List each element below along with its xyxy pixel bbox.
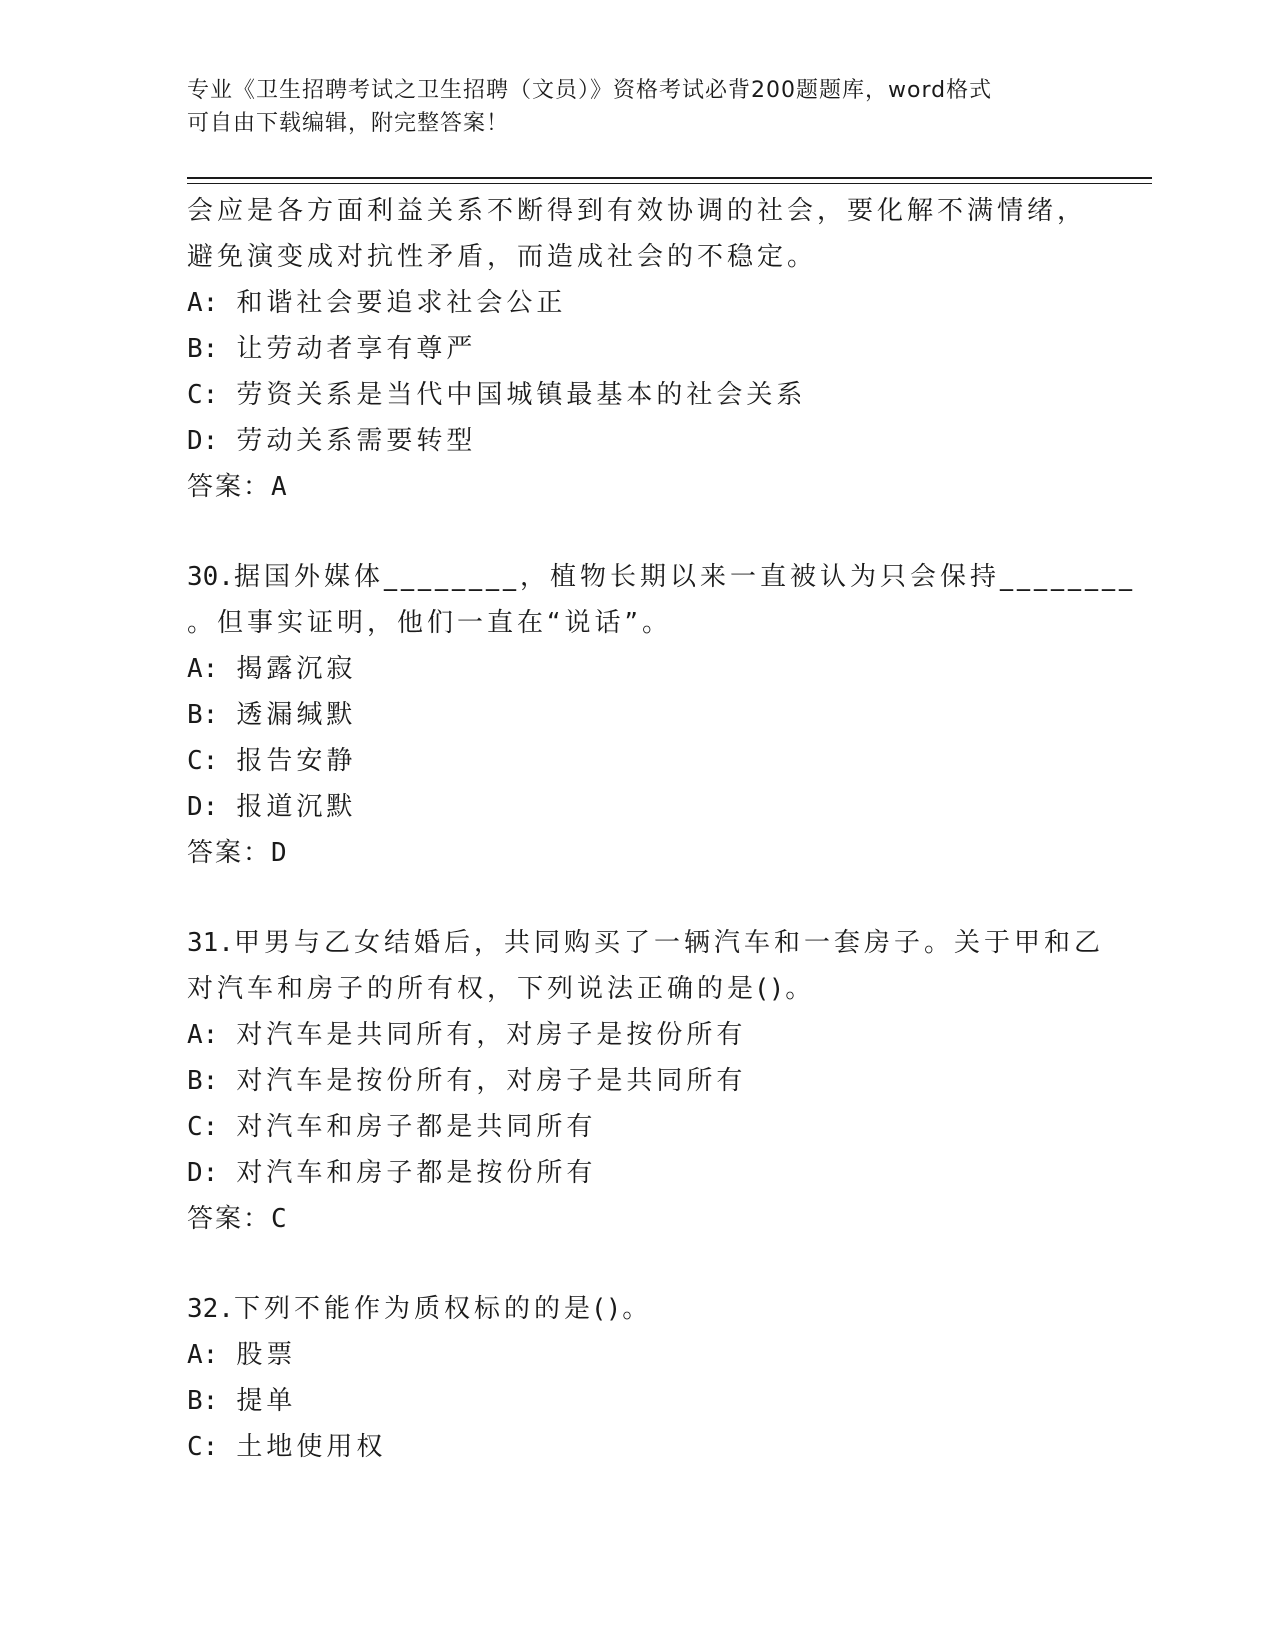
question-stem-text: 下列不能作为质权标的的是()。: [233, 1294, 653, 1324]
spacer: [187, 876, 1087, 920]
option-text: 报道沉默: [236, 792, 357, 822]
option-d: [187, 1150, 1087, 1196]
header-line-2: 可自由下载编辑，附完整答案！: [187, 111, 510, 136]
option-text: 对汽车是共同所有，对房子是按份所有: [236, 1020, 747, 1050]
document-header: [187, 74, 1087, 140]
question-number: 30.: [187, 562, 234, 592]
option-c: [187, 372, 1087, 418]
option-c: [187, 1424, 1087, 1470]
question-list: [187, 188, 1136, 1470]
question-stem-line: 对汽车和房子的所有权，下列说法正确的是()。: [187, 974, 816, 1004]
option-a: [187, 646, 1087, 692]
option-text: 对汽车和房子都是共同所有: [236, 1112, 597, 1142]
option-key: C:: [187, 746, 219, 776]
option-a: [187, 1332, 1087, 1378]
option-text: 和谐社会要追求社会公正: [236, 288, 567, 318]
option-b: [187, 326, 1087, 372]
option-d: [187, 418, 1087, 464]
question-number: 32.: [187, 1294, 234, 1324]
option-text: 劳动关系需要转型: [236, 426, 477, 456]
option-a: [187, 1012, 1087, 1058]
answer-line: 答案：C: [187, 1204, 289, 1234]
option-text: 对汽车和房子都是按份所有: [236, 1158, 597, 1188]
option-a: [187, 280, 1087, 326]
question-29: [187, 188, 1087, 510]
option-key: A:: [187, 1020, 219, 1050]
option-key: B:: [187, 1386, 219, 1416]
option-text: 对汽车是按份所有，对房子是共同所有: [236, 1066, 747, 1096]
option-text: 提单: [236, 1386, 297, 1416]
option-text: 股票: [236, 1340, 297, 1370]
question-stem-line: 会应是各方面利益关系不断得到有效协调的社会，要化解不满情绪，: [187, 196, 1088, 226]
question-stem-line: [187, 1286, 1087, 1332]
question-30: [187, 554, 1136, 876]
question-31: [187, 920, 1104, 1242]
question-stem-text: 甲男与乙女结婚后，共同购买了一辆汽车和一套房子。关于甲和乙: [233, 928, 1104, 958]
option-key: C:: [187, 1112, 219, 1142]
option-key: D:: [187, 426, 219, 456]
question-stem-text: 据国外媒体________，植物长期以来一直被认为只会保持________: [233, 562, 1136, 592]
option-d: [187, 784, 1087, 830]
spacer: [187, 510, 1087, 554]
option-text: 揭露沉寂: [236, 654, 357, 684]
header-divider-thick: [187, 177, 1152, 179]
option-c: [187, 738, 1087, 784]
option-key: D:: [187, 792, 219, 822]
question-number: 31.: [187, 928, 234, 958]
option-text: 土地使用权: [236, 1432, 387, 1462]
header-line-1: 专业《卫生招聘考试之卫生招聘（文员）》资格考试必背200题题库，word格式: [187, 78, 993, 103]
question-stem-line: 避免演变成对抗性矛盾，而造成社会的不稳定。: [187, 242, 818, 272]
option-text: 劳资关系是当代中国城镇最基本的社会关系: [236, 380, 807, 410]
answer-line: 答案：D: [187, 838, 289, 868]
option-key: B:: [187, 1066, 219, 1096]
spacer: [187, 1242, 1087, 1286]
option-c: [187, 1104, 1087, 1150]
question-stem-line: [187, 920, 1104, 966]
option-text: 报告安静: [236, 746, 357, 776]
option-key: C:: [187, 1432, 219, 1462]
question-32: [187, 1286, 1087, 1470]
option-b: [187, 1058, 1087, 1104]
option-key: D:: [187, 1158, 219, 1188]
question-stem-line: 。但事实证明，他们一直在“说话”。: [187, 608, 672, 638]
option-b: [187, 692, 1087, 738]
option-text: 让劳动者享有尊严: [236, 334, 477, 364]
option-key: A:: [187, 1340, 219, 1370]
option-key: C:: [187, 380, 219, 410]
option-b: [187, 1378, 1087, 1424]
question-stem-line: [187, 554, 1136, 600]
option-key: A:: [187, 288, 219, 318]
option-key: A:: [187, 654, 219, 684]
option-key: B:: [187, 334, 219, 364]
header-divider-thin: [187, 183, 1152, 184]
answer-line: 答案：A: [187, 472, 289, 502]
option-text: 透漏缄默: [236, 700, 357, 730]
option-key: B:: [187, 700, 219, 730]
